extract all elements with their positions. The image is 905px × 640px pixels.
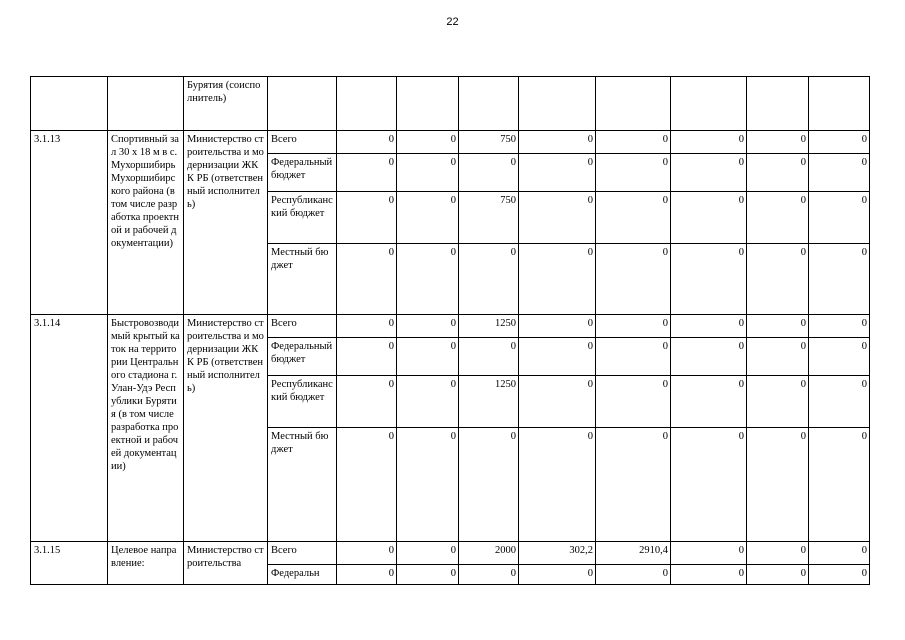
item-code-cell: 3.1.14 — [31, 315, 108, 542]
item-name-cell: Спортивный зал 30 х 18 м в с. Мухоршибирь Мухоршибирского района (в том числе разработка проектной и рабочей документации) — [108, 131, 184, 315]
value-cell: 0 — [747, 542, 809, 565]
value-cell: 0 — [809, 154, 870, 192]
executor-cell: Министерство строительства и модернизации ЖКК РБ (ответственный исполнитель) — [184, 315, 268, 542]
value-cell: 0 — [809, 542, 870, 565]
value-cell: 750 — [459, 192, 519, 244]
value-cell: 0 — [671, 244, 747, 315]
value-cell: 0 — [596, 565, 671, 585]
value-cell: 0 — [747, 428, 809, 542]
table-row — [31, 77, 870, 131]
empty-cell — [519, 77, 596, 131]
value-cell: 0 — [747, 154, 809, 192]
value-cell: 0 — [519, 428, 596, 542]
value-cell: 0 — [747, 315, 809, 338]
value-cell: 0 — [671, 154, 747, 192]
value-cell: 0 — [337, 338, 397, 376]
value-cell: 0 — [596, 376, 671, 428]
value-cell: 0 — [596, 338, 671, 376]
funding-source-cell: Всего — [268, 131, 337, 154]
item-name-cell: Быстровозводимый крытый каток на территории Центрального стадиона г. Улан-Удэ Республики Бурятия (в том числе разработка проектной и рабочей документации) — [108, 315, 184, 542]
value-cell: 0 — [519, 338, 596, 376]
empty-cell — [108, 77, 184, 131]
value-cell: 0 — [337, 244, 397, 315]
item-code-cell: 3.1.13 — [31, 131, 108, 315]
table-row — [31, 131, 870, 154]
funding-source-cell: Всего — [268, 542, 337, 565]
value-cell: 2910,4 — [596, 542, 671, 565]
executor-cell: Бурятия (соисполнитель) — [184, 77, 268, 131]
value-cell: 0 — [397, 376, 459, 428]
value-cell: 0 — [459, 154, 519, 192]
value-cell: 1250 — [459, 315, 519, 338]
value-cell: 0 — [671, 131, 747, 154]
empty-cell — [397, 77, 459, 131]
value-cell: 0 — [519, 376, 596, 428]
empty-cell — [337, 77, 397, 131]
value-cell: 0 — [397, 315, 459, 338]
value-cell: 750 — [459, 131, 519, 154]
value-cell: 0 — [671, 428, 747, 542]
funding-source-cell: Республиканский бюджет — [268, 376, 337, 428]
value-cell: 0 — [809, 131, 870, 154]
value-cell: 0 — [671, 192, 747, 244]
value-cell: 0 — [809, 376, 870, 428]
empty-cell — [809, 77, 870, 131]
funding-source-cell: Местный бюджет — [268, 428, 337, 542]
value-cell: 0 — [337, 154, 397, 192]
budget-table — [30, 76, 870, 585]
value-cell: 0 — [809, 315, 870, 338]
page-number: 22 — [446, 16, 459, 28]
value-cell: 0 — [459, 244, 519, 315]
value-cell: 0 — [596, 131, 671, 154]
value-cell: 0 — [671, 338, 747, 376]
empty-cell — [268, 77, 337, 131]
empty-cell — [459, 77, 519, 131]
empty-cell — [31, 77, 108, 131]
item-code-cell: 3.1.15 — [31, 542, 108, 585]
funding-source-cell: Федеральный бюджет — [268, 154, 337, 192]
funding-source-cell: Федеральный бюджет — [268, 338, 337, 376]
empty-cell — [671, 77, 747, 131]
value-cell: 0 — [397, 154, 459, 192]
value-cell: 0 — [337, 542, 397, 565]
value-cell: 0 — [596, 154, 671, 192]
table-body — [31, 77, 870, 585]
value-cell: 0 — [809, 192, 870, 244]
value-cell: 0 — [337, 428, 397, 542]
funding-source-cell: Федеральн — [268, 565, 337, 585]
funding-source-cell: Всего — [268, 315, 337, 338]
value-cell: 0 — [809, 565, 870, 585]
value-cell: 0 — [671, 376, 747, 428]
value-cell: 0 — [747, 192, 809, 244]
value-cell: 0 — [459, 338, 519, 376]
value-cell: 0 — [337, 192, 397, 244]
value-cell: 0 — [809, 244, 870, 315]
value-cell: 0 — [747, 131, 809, 154]
value-cell: 0 — [747, 338, 809, 376]
empty-cell — [747, 77, 809, 131]
value-cell: 0 — [747, 244, 809, 315]
value-cell: 0 — [747, 376, 809, 428]
value-cell: 0 — [519, 154, 596, 192]
value-cell: 0 — [397, 542, 459, 565]
value-cell: 0 — [519, 565, 596, 585]
value-cell: 0 — [397, 244, 459, 315]
value-cell: 0 — [459, 428, 519, 542]
value-cell: 0 — [337, 315, 397, 338]
value-cell: 0 — [519, 315, 596, 338]
value-cell: 2000 — [459, 542, 519, 565]
value-cell: 0 — [459, 565, 519, 585]
value-cell: 0 — [596, 244, 671, 315]
value-cell: 0 — [519, 131, 596, 154]
funding-source-cell: Местный бюджет — [268, 244, 337, 315]
item-name-cell: Целевое направление: — [108, 542, 184, 585]
executor-cell: Министерство строительства — [184, 542, 268, 585]
value-cell: 0 — [671, 565, 747, 585]
funding-source-cell: Республиканский бюджет — [268, 192, 337, 244]
value-cell: 0 — [671, 542, 747, 565]
value-cell: 0 — [337, 131, 397, 154]
value-cell: 0 — [397, 131, 459, 154]
value-cell: 302,2 — [519, 542, 596, 565]
value-cell: 1250 — [459, 376, 519, 428]
value-cell: 0 — [337, 565, 397, 585]
value-cell: 0 — [596, 192, 671, 244]
value-cell: 0 — [596, 428, 671, 542]
table-row — [31, 542, 870, 565]
value-cell: 0 — [671, 315, 747, 338]
value-cell: 0 — [809, 338, 870, 376]
value-cell: 0 — [397, 428, 459, 542]
value-cell: 0 — [397, 338, 459, 376]
value-cell: 0 — [337, 376, 397, 428]
value-cell: 0 — [519, 192, 596, 244]
table-row — [31, 315, 870, 338]
value-cell: 0 — [747, 565, 809, 585]
value-cell: 0 — [397, 192, 459, 244]
value-cell: 0 — [519, 244, 596, 315]
value-cell: 0 — [596, 315, 671, 338]
executor-cell: Министерство строительства и модернизации ЖКК РБ (ответственный исполнитель) — [184, 131, 268, 315]
value-cell: 0 — [397, 565, 459, 585]
value-cell: 0 — [809, 428, 870, 542]
empty-cell — [596, 77, 671, 131]
